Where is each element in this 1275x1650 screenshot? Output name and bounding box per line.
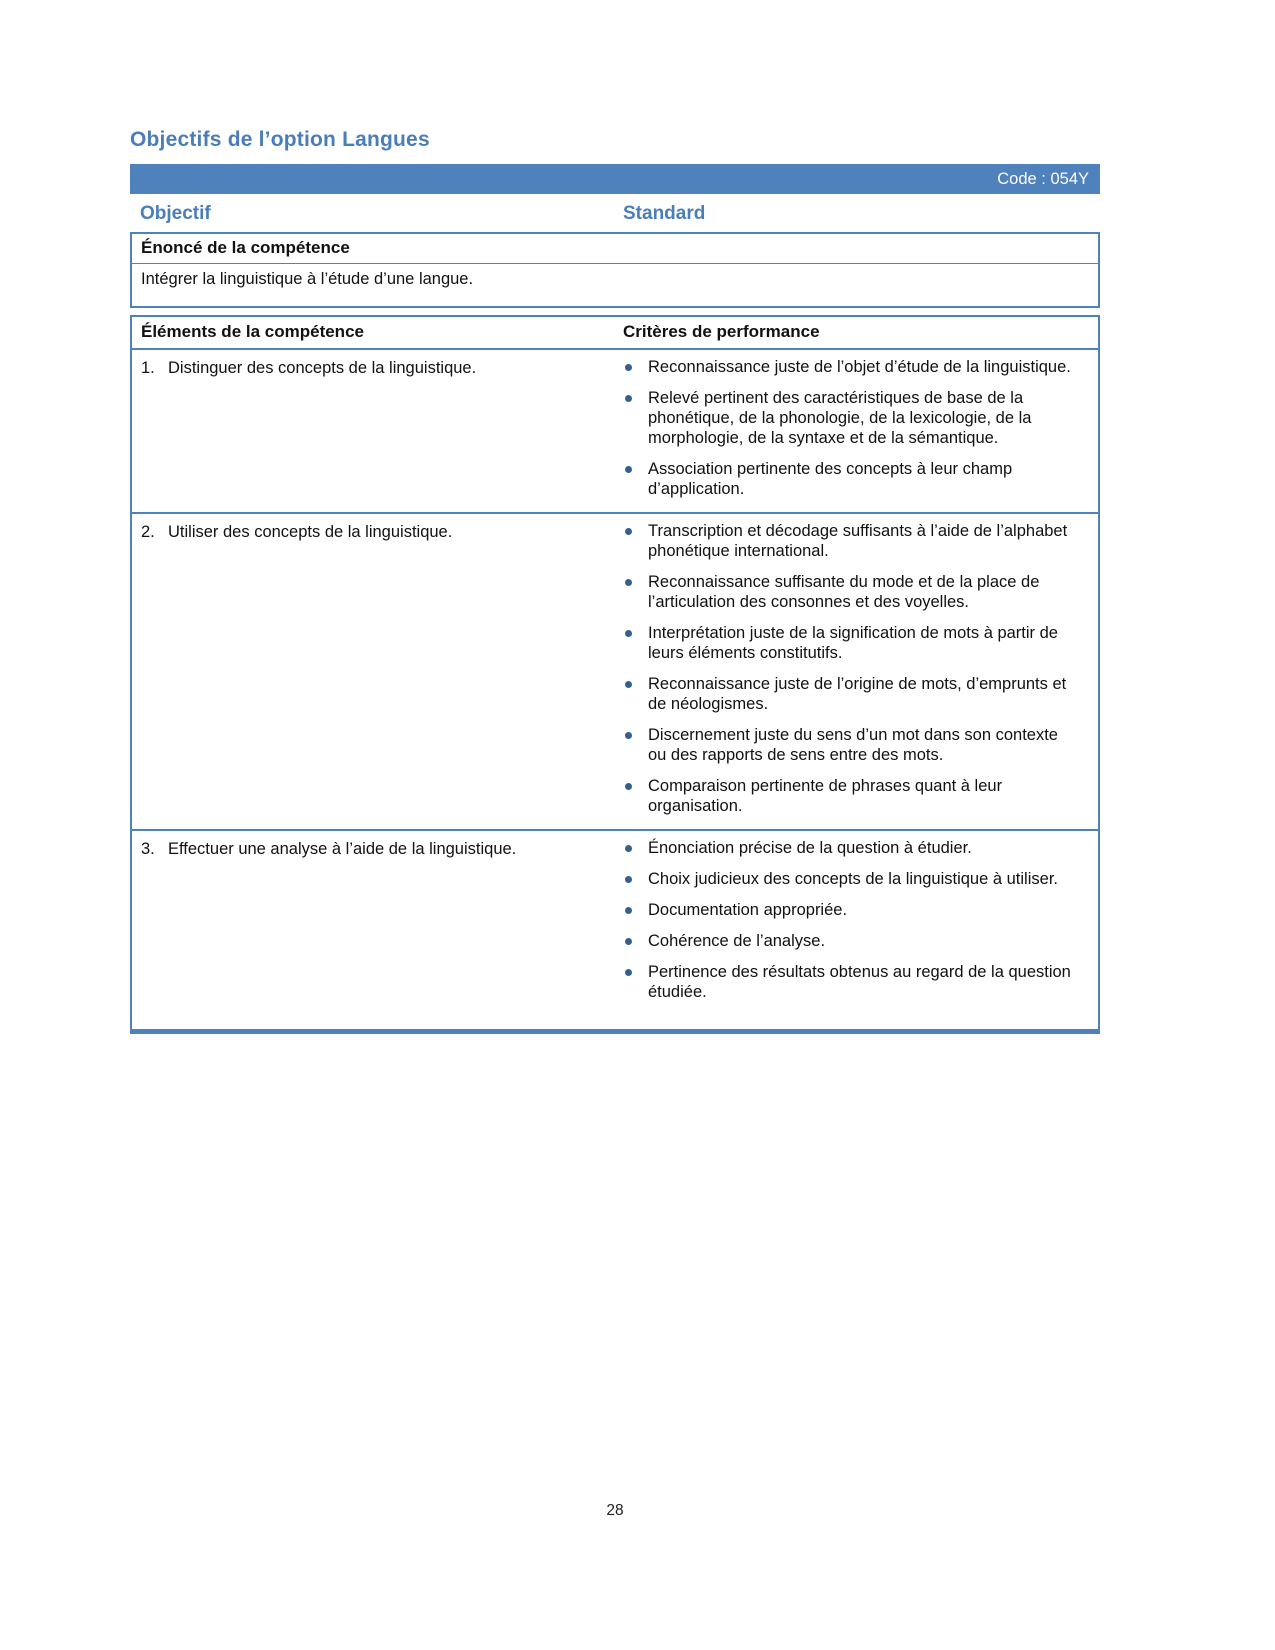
element-cell xyxy=(132,831,615,1029)
standard-heading: Standard xyxy=(623,203,706,224)
criterion-item xyxy=(623,459,1074,499)
bullet-icon xyxy=(625,681,632,688)
competence-statement: Intégrer la linguistique à l’étude d’une langue. xyxy=(141,270,474,288)
enonce-header: Énoncé de la compétence xyxy=(132,234,1098,264)
criterion-text: Association pertinente des concepts à leur champ d’application. xyxy=(648,460,1013,498)
bullet-icon xyxy=(625,783,632,790)
element-text: Effectuer une analyse à l’aide de la linguistique. xyxy=(168,840,517,858)
criteria-list xyxy=(623,357,1074,499)
criterion-text: Discernement juste du sens d’un mot dans son contexte ou des rapports de sens entre des mots. xyxy=(648,726,1058,764)
criterion-text: Reconnaissance suffisante du mode et de la place de l’articulation des consonnes et des voyelles. xyxy=(648,573,1040,611)
bullet-icon xyxy=(625,876,632,883)
criterion-text: Choix judicieux des concepts de la linguistique à utiliser. xyxy=(648,870,1058,888)
element-text: Utiliser des concepts de la linguistique. xyxy=(168,523,453,541)
criterion-item xyxy=(623,623,1074,663)
element-cell xyxy=(132,350,615,512)
criteria-cell xyxy=(615,831,1098,1029)
code-header-bar xyxy=(130,164,1100,194)
table-row xyxy=(132,512,1098,829)
table-body xyxy=(132,350,1098,1029)
criterion-item xyxy=(623,521,1074,561)
element-cell xyxy=(132,514,615,829)
objectif-heading: Objectif xyxy=(140,203,211,224)
bullet-icon xyxy=(625,969,632,976)
criteria-cell xyxy=(615,350,1098,512)
bullet-icon xyxy=(625,528,632,535)
code-label: Code : 054Y xyxy=(997,169,1089,188)
criterion-text: Comparaison pertinente de phrases quant à leur organisation. xyxy=(648,777,1003,815)
page-title: Objectifs de l’option Langues xyxy=(130,128,430,151)
criterion-text: Relevé pertinent des caractéristiques de base de la phonétique, de la phonologie, de la lexicologie, de la morphologie, de la syntaxe et de la sémantique. xyxy=(648,389,1032,447)
bullet-icon xyxy=(625,579,632,586)
bullet-icon xyxy=(625,938,632,945)
criterion-item xyxy=(623,725,1074,765)
page-number: 28 xyxy=(606,1502,624,1519)
criteria-list xyxy=(623,838,1074,1002)
criteria-cell xyxy=(615,514,1098,829)
criterion-item xyxy=(623,357,1074,377)
bullet-icon xyxy=(625,395,632,402)
criteria-list xyxy=(623,521,1074,816)
criterion-item xyxy=(623,674,1074,714)
criterion-text: Documentation appropriée. xyxy=(648,901,848,919)
competence-table xyxy=(130,315,1100,1034)
criterion-item xyxy=(623,931,1074,951)
element-number: 2. xyxy=(141,523,155,541)
table-row xyxy=(132,350,1098,512)
table-row xyxy=(132,829,1098,1029)
element-number: 3. xyxy=(141,840,155,858)
bullet-icon xyxy=(625,630,632,637)
element-number: 1. xyxy=(141,359,155,377)
criterion-text: Cohérence de l’analyse. xyxy=(648,932,826,950)
criterion-text: Reconnaissance juste de l’origine de mots, d’emprunts et de néologismes. xyxy=(648,675,1067,713)
criterion-text: Pertinence des résultats obtenus au regard de la question étudiée. xyxy=(648,963,1071,1001)
criterion-item xyxy=(623,869,1074,889)
table-header-row xyxy=(132,317,1098,350)
criterion-item xyxy=(623,962,1074,1002)
bullet-icon xyxy=(625,364,632,371)
column-headers xyxy=(130,194,1100,232)
enonce-section xyxy=(130,232,1100,308)
document-content xyxy=(130,0,1100,1519)
bullet-icon xyxy=(625,907,632,914)
criterion-text: Reconnaissance juste de l’objet d’étude de la linguistique. xyxy=(648,358,1071,376)
criterion-item xyxy=(623,838,1074,858)
criterion-text: Transcription et décodage suffisants à l’aide de l’alphabet phonétique international. xyxy=(648,522,1068,560)
element-text: Distinguer des concepts de la linguistique. xyxy=(168,359,477,377)
criterion-item xyxy=(623,388,1074,448)
criteres-column-header: Critères de performance xyxy=(623,322,820,341)
criterion-item xyxy=(623,900,1074,920)
bullet-icon xyxy=(625,732,632,739)
bullet-icon xyxy=(625,466,632,473)
elements-column-header: Éléments de la compétence xyxy=(141,322,364,341)
criterion-item xyxy=(623,572,1074,612)
criterion-item xyxy=(623,776,1074,816)
bullet-icon xyxy=(625,845,632,852)
criterion-text: Interprétation juste de la signification de mots à partir de leurs éléments constitutifs. xyxy=(648,624,1058,662)
criterion-text: Énonciation précise de la question à étudier. xyxy=(648,839,972,857)
